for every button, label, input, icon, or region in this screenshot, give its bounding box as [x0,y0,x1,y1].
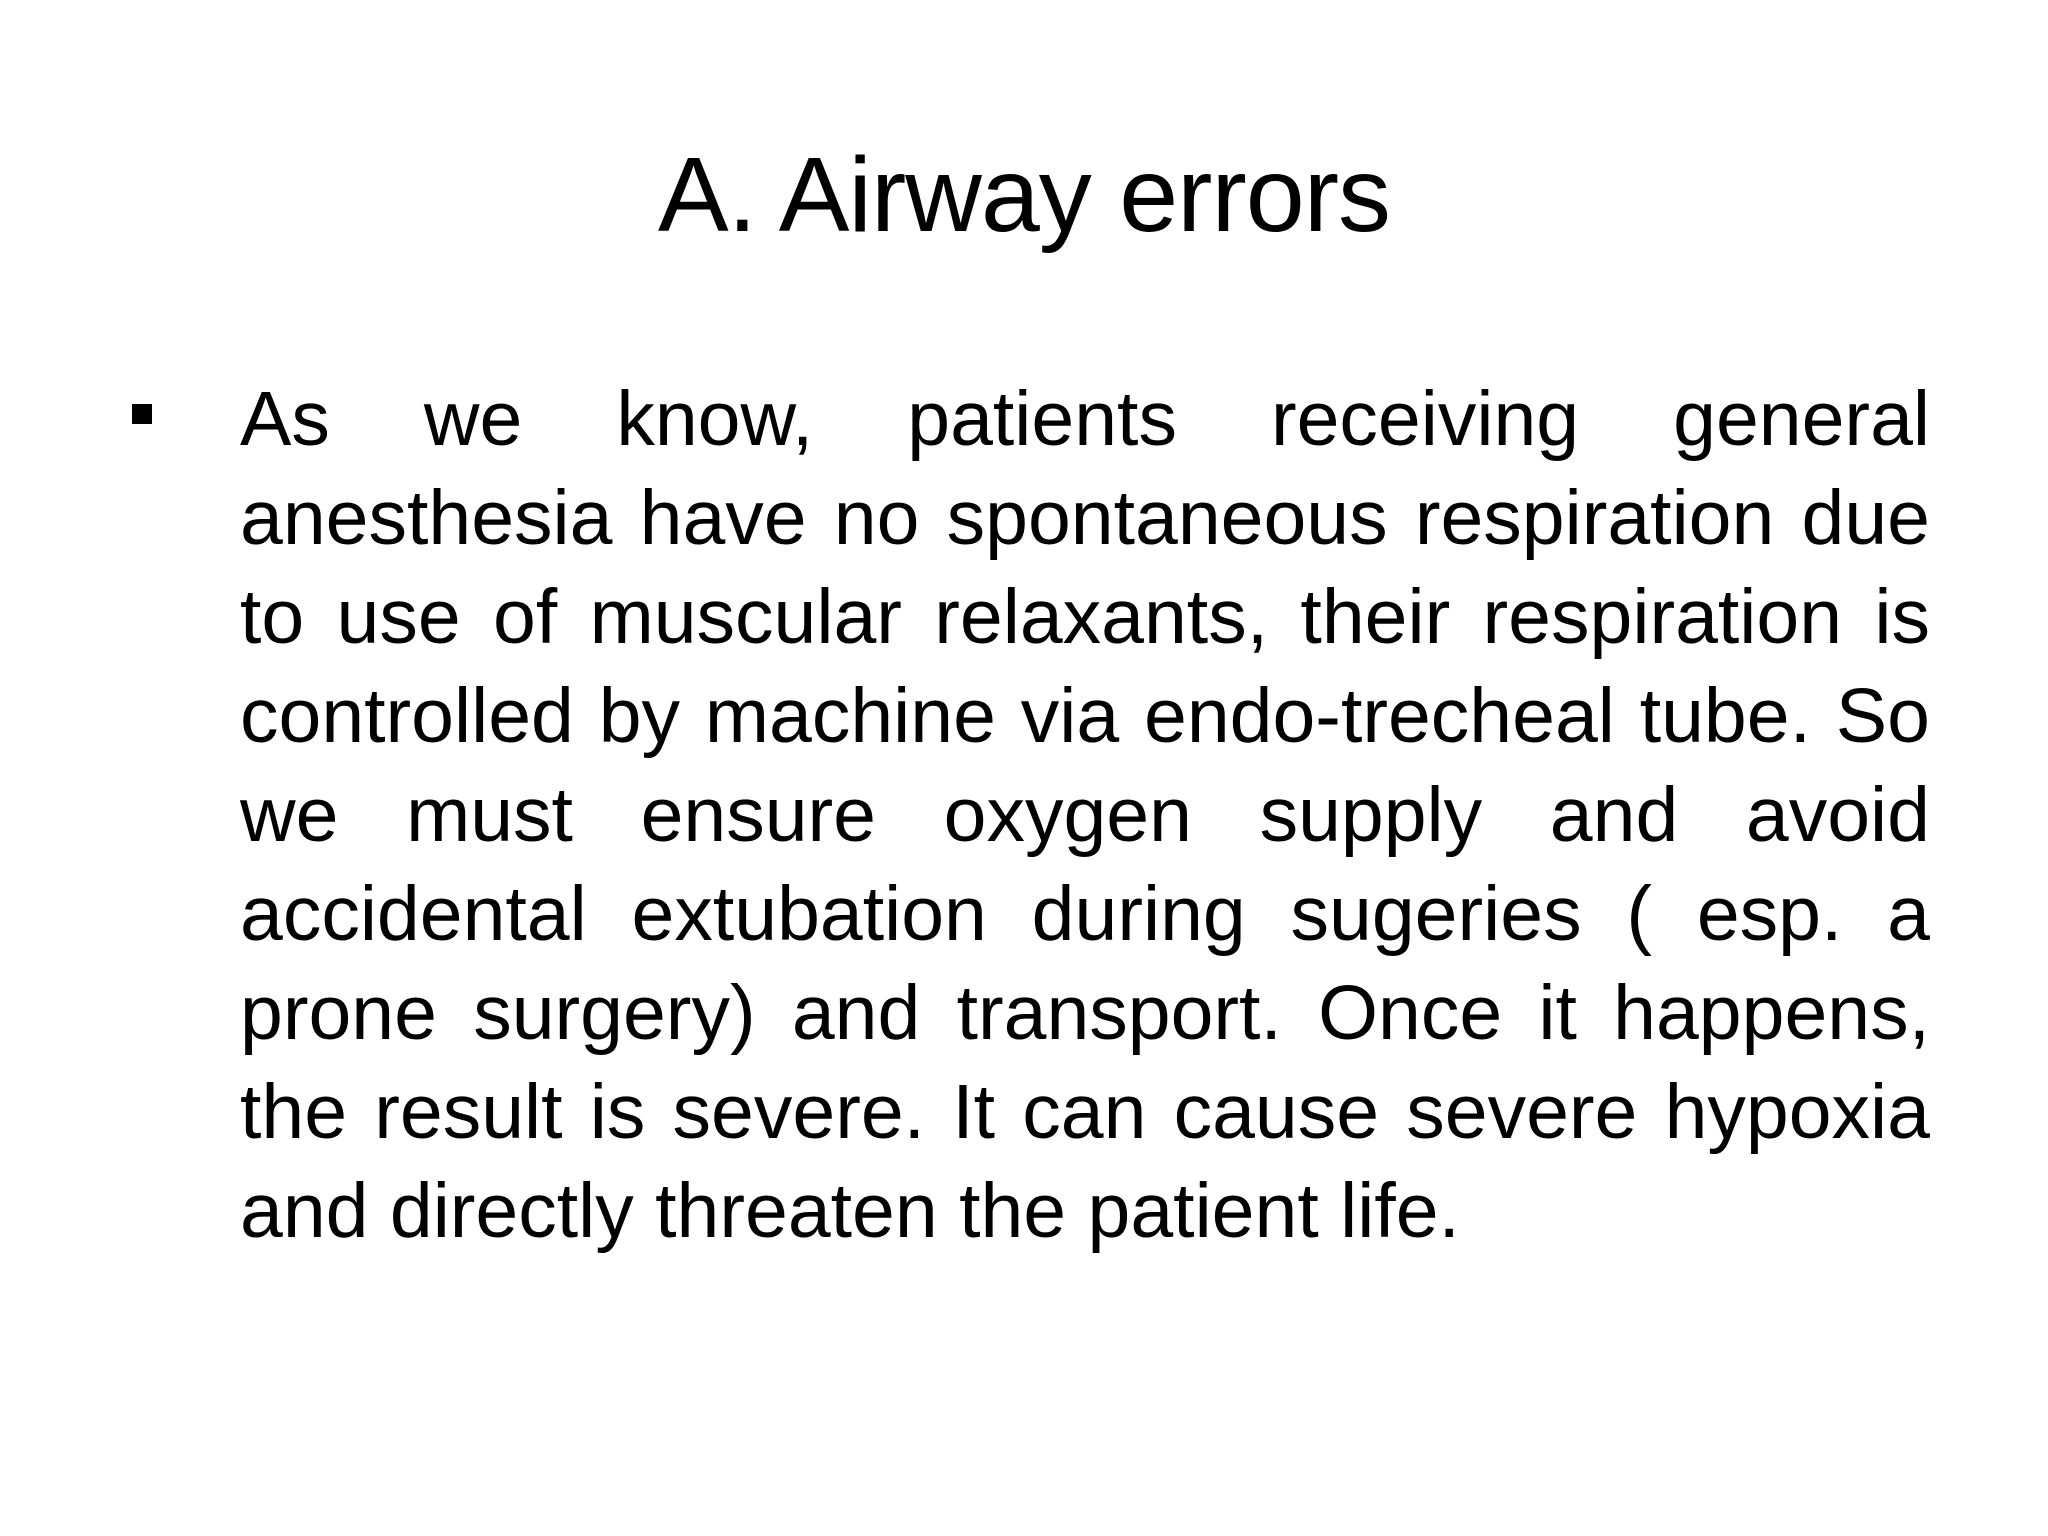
slide-title: A. Airway errors [657,136,1391,254]
square-bullet-icon [132,404,152,424]
bullet-text: As we know, patients receiving general anesthesia have no spontaneous respiration due to use of muscular relaxants, their respiration is controlled by machine via endo-trecheal tube. So we must ensure oxygen supply and avoid accidental extubation during sugeries ( esp. a prone surgery) and transport. Once it happens, the result is severe. It can cause severe hypoxia and directly threaten the patient life. [240,376,1930,1254]
